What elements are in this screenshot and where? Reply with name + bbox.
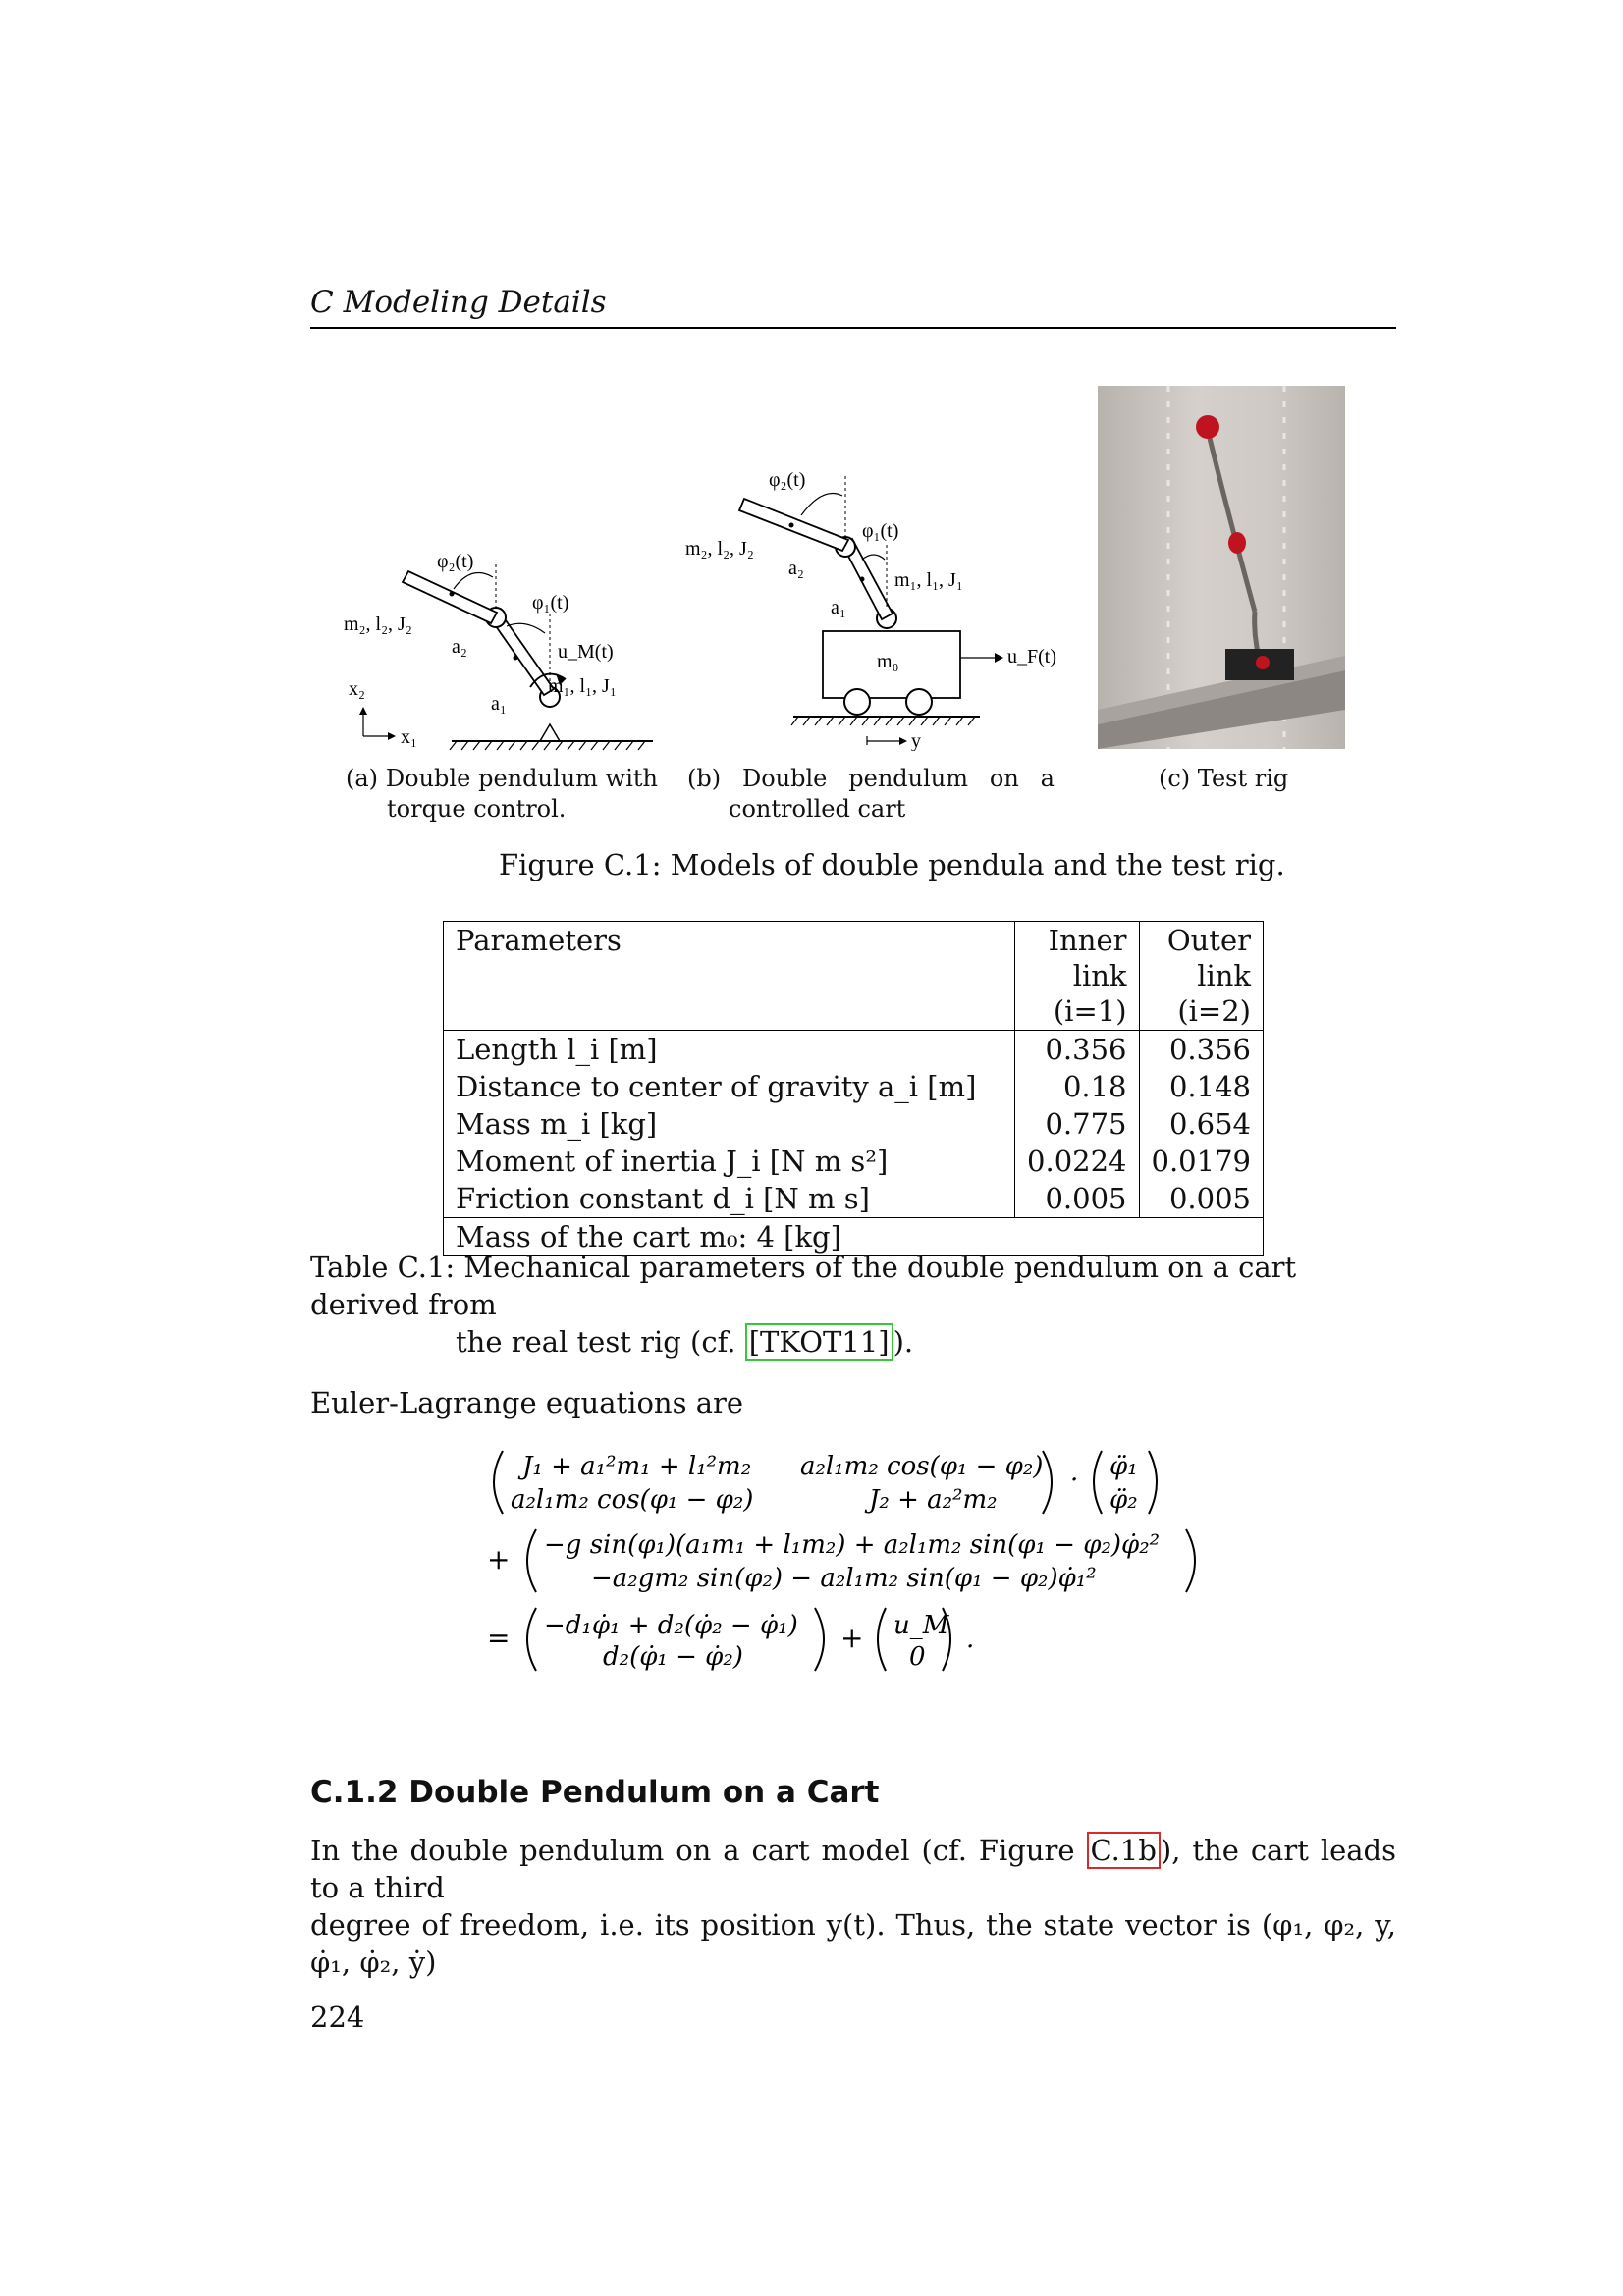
matrix-m11: J₁ + a₁²m₁ + l₁²m₂ — [522, 1452, 752, 1481]
table-row — [444, 1105, 1264, 1143]
table-row — [444, 1068, 1264, 1105]
chapter-header: C Modeling Details — [310, 285, 607, 320]
label-a-um: u_M(t) — [558, 641, 614, 663]
label-a-phi2: φ₂(t) — [437, 551, 474, 572]
label-b-phi1: φ₁(t) — [862, 520, 899, 542]
label-b-y: y — [911, 730, 921, 751]
row-label: Mass m_i [kg] — [444, 1105, 1015, 1143]
label-a-x2: x₂ — [349, 678, 365, 700]
equations-intro: Euler-Lagrange equations are — [310, 1386, 744, 1419]
row-inner: 0.775 — [1015, 1105, 1139, 1143]
input-u1: u_M — [893, 1611, 949, 1640]
label-b-uf: u_F(t) — [1007, 646, 1056, 667]
header-parameters: Parameters — [444, 922, 1015, 1031]
input-u2: 0 — [909, 1642, 926, 1672]
row-outer: 0.356 — [1139, 1031, 1263, 1069]
row-inner: 0.356 — [1015, 1031, 1139, 1069]
label-b-m2: m₂, l₂, J₂ — [685, 538, 754, 560]
figure-caption: Figure C.1: Models of double pendula and the test rig. — [499, 848, 1285, 881]
gravity-term-2: −a₂gm₂ sin(φ₂) − a₂l₁m₂ sin(φ₁ − φ₂)φ̇₁² — [591, 1564, 1097, 1593]
row-outer: 0.148 — [1139, 1068, 1263, 1105]
matrix-m22: J₂ + a₂²m₂ — [869, 1485, 998, 1515]
label-a-m2: m₂, l₂, J₂ — [344, 614, 412, 635]
friction-term-1: −d₁φ̇₁ + d₂(φ̇₂ − φ̇₁) — [544, 1611, 798, 1640]
label-a-a1: a₁ — [491, 693, 507, 715]
label-a-x1: x₁ — [401, 726, 417, 748]
row-label: Distance to center of gravity a_i [m] — [444, 1068, 1015, 1105]
row-inner: 0.18 — [1015, 1068, 1139, 1105]
vector-v1: φ̈₁ — [1109, 1452, 1138, 1481]
section-heading: C.1.2 Double Pendulum on a Cart — [310, 1775, 880, 1810]
subfigure-b-caption: (b) Double pendulum on a controlled cart — [687, 765, 1055, 823]
matrix-m21: a₂l₁m₂ cos(φ₁ − φ₂) — [511, 1485, 754, 1515]
section-paragraph: In the double pendulum on a cart model (cf. Figure C.1b ), the cart leads to a third degree of freedom, i.e. its position y(t). Thus, the state vector is (φ₁, φ₂, y, φ̇₁, φ̇₂, ẏ) — [310, 1834, 1396, 1979]
subfigure-b-diagram — [685, 466, 1073, 751]
friction-term-2: d₂(φ̇₁ − φ̇₂) — [603, 1642, 743, 1672]
table-header-row — [444, 922, 1264, 1031]
row-label: Length l_i [m] — [444, 1031, 1015, 1069]
matrix-m12: a₂l₁m₂ cos(φ₁ − φ₂) — [800, 1452, 1044, 1481]
label-a-phi1: φ₁(t) — [532, 592, 569, 614]
label-b-a1: a₁ — [831, 597, 846, 618]
plus-operator: + — [487, 1543, 511, 1575]
subfigure-c-caption: (c) Test rig — [1159, 765, 1289, 792]
table-row — [444, 1180, 1264, 1218]
row-inner: 0.005 — [1015, 1180, 1139, 1218]
euler-lagrange-equations — [481, 1443, 1227, 1708]
subfigure-a-diagram — [344, 550, 658, 761]
cart-mass: Mass of the cart m₀: 4 [kg] — [444, 1218, 1264, 1256]
citation-link[interactable]: [TKOT11] — [745, 1323, 893, 1361]
header-inner-link: Inner link (i=1) — [1015, 922, 1139, 1031]
label-b-m1: m₁, l₁, J₁ — [894, 569, 963, 591]
label-b-a2: a₂ — [788, 558, 804, 579]
label-b-phi2: φ₂(t) — [769, 469, 806, 491]
dot-operator: · — [1070, 1466, 1079, 1495]
period: . — [966, 1625, 975, 1654]
label-a-a2: a₂ — [452, 636, 467, 658]
table-row — [444, 1031, 1264, 1069]
header-rule — [310, 327, 1396, 329]
label-b-m0: m₀ — [877, 651, 899, 672]
header-outer-link: Outer link (i=2) — [1139, 922, 1263, 1031]
test-rig-photo — [1098, 386, 1345, 749]
figure-ref-link[interactable]: C.1b — [1087, 1832, 1161, 1869]
page-number: 224 — [310, 2001, 365, 2034]
row-inner: 0.0224 — [1015, 1143, 1139, 1180]
row-outer: 0.005 — [1139, 1180, 1263, 1218]
row-outer: 0.0179 — [1139, 1143, 1263, 1180]
row-label: Friction constant d_i [N m s] — [444, 1180, 1015, 1218]
table-row — [444, 1143, 1264, 1180]
vector-v2: φ̈₂ — [1109, 1485, 1138, 1515]
equals-operator: = — [487, 1622, 511, 1654]
label-a-m1: m₁, l₁, J₁ — [548, 675, 617, 697]
plus-operator-2: + — [840, 1622, 864, 1654]
table-caption: Table C.1: Mechanical parameters of the double pendulum on a cart derived from the real test rig (cf. [TKOT11] ). — [310, 1251, 1297, 1359]
subfigure-a-caption: (a) Double pendulum with torque control. — [346, 765, 658, 823]
row-outer: 0.654 — [1139, 1105, 1263, 1143]
parameters-table — [443, 921, 1264, 1256]
gravity-term-1: −g sin(φ₁)(a₁m₁ + l₁m₂) + a₂l₁m₂ sin(φ₁ − φ₂)φ̇₂² — [544, 1530, 1161, 1560]
row-label: Moment of inertia J_i [N m s²] — [444, 1143, 1015, 1180]
